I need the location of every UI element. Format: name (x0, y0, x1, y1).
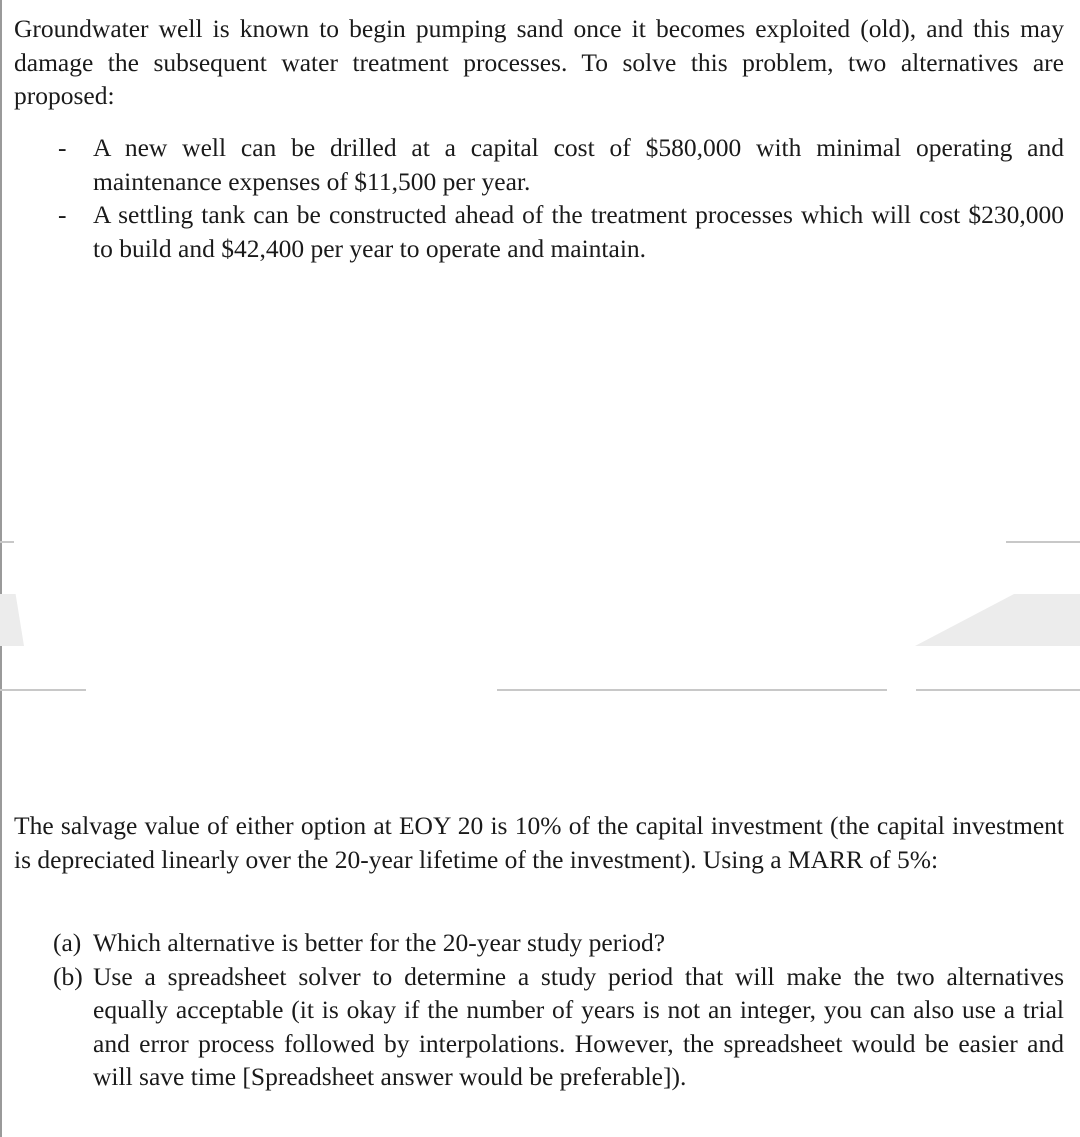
artifact-line (497, 689, 887, 691)
intro-paragraph: Groundwater well is known to begin pumping sand once it becomes exploited (old), and this may damage the subsequent water treatment processes. To solve this problem, two alternatives are proposed: (14, 14, 1064, 110)
artifact-line (916, 689, 1080, 691)
question-marker: (a) (53, 928, 82, 957)
bullet-marker: - (58, 133, 67, 162)
question-text: Use a spreadsheet solver to determine a study period that will make the two alternatives equally acceptable (it is okay if the number of years is not an integer, you can also use a trial and error process followed by interpolations. However, the spreadsheet would be easier and will save time [Spreadsheet answer would be preferable]). (93, 961, 1064, 1091)
page-left-border (0, 0, 2, 1137)
question-marker: (b) (53, 961, 83, 991)
problem-intro (14, 12, 1064, 113)
question-a (12, 926, 1064, 960)
alternative-new-well (10, 131, 1064, 198)
artifact-shade (0, 594, 24, 646)
salvage-section (14, 809, 1064, 876)
alternatives-list (10, 131, 1064, 265)
artifact-shade (915, 594, 1080, 646)
artifact-line (0, 541, 14, 543)
bullet-marker: - (58, 200, 67, 229)
alternative-text: A settling tank can be constructed ahead of the treatment processes which will cost $230,000 to build and $42,400 per year to operate and maintain. (93, 200, 1064, 263)
alternative-settling-tank (10, 198, 1064, 265)
question-text: Which alternative is better for the 20-year study period? (93, 928, 666, 957)
salvage-paragraph: The salvage value of either option at EOY 20 is 10% of the capital investment (the capital investment is depreciated linearly over the 20-year lifetime of the investment). Using a MARR of 5%: (14, 811, 1064, 874)
artifact-line (1006, 541, 1080, 543)
alternative-text: A new well can be drilled at a capital cost of $580,000 with minimal operating and maintenance expenses of $11,500 per year. (93, 133, 1064, 196)
question-b (12, 960, 1064, 1094)
questions-list (12, 926, 1064, 1094)
artifact-line (0, 689, 86, 691)
